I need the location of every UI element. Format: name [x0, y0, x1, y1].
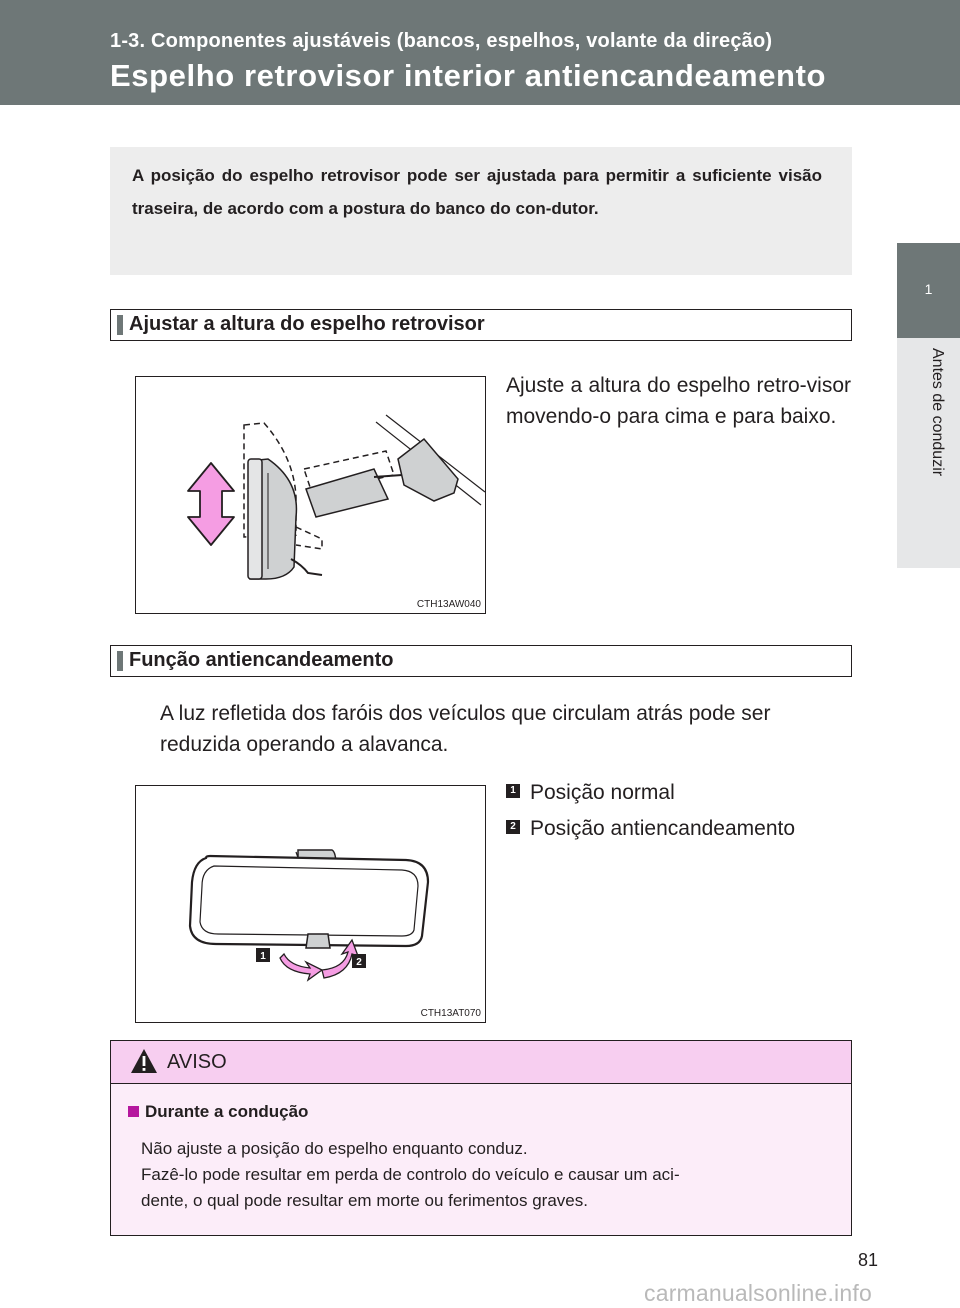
antiglare-mirror-illustration	[136, 786, 485, 1022]
chapter-label: Antes de conduzir	[929, 348, 946, 477]
text-line: A luz refletida dos faróis dos veículos que circulam atrás pode ser	[160, 702, 771, 725]
warning-text	[141, 1136, 831, 1214]
warning-body	[111, 1084, 851, 1235]
warning-header	[111, 1041, 851, 1084]
legend-number: 2	[506, 820, 520, 834]
warning-line: Não ajuste a posição do espelho enquanto conduz.	[141, 1139, 528, 1158]
intro-box	[110, 147, 852, 275]
legend-number: 1	[506, 784, 520, 798]
up-down-arrow-icon	[188, 463, 234, 545]
page-number: 81	[858, 1250, 879, 1270]
warning-line: dente, o qual pode resultar em morte ou ferimentos graves.	[141, 1191, 588, 1210]
chapter-number: 1	[924, 281, 933, 297]
intro-text: A posição do espelho retrovisor pode ser ajustada para permitir a suficiente visão traseira, de acordo com a postura do banco do con-dutor.	[132, 166, 822, 218]
chapter-label-strip	[897, 338, 960, 568]
warning-line: Fazê-lo pode resultar em perda de controlo do veículo e causar um aci-	[141, 1165, 680, 1184]
warning-box	[110, 1040, 852, 1236]
svg-text:1: 1	[260, 951, 266, 962]
mirror-height-illustration	[136, 377, 485, 613]
antiglare-description	[160, 698, 860, 760]
warning-title: AVISO	[167, 1051, 227, 1073]
figure-code: CTH13AW040	[416, 599, 481, 610]
chapter-tab[interactable]	[897, 243, 960, 338]
figure-mirror-height	[135, 376, 486, 614]
section-title: Função antiencandeamento	[129, 649, 394, 671]
bullet-square-icon	[128, 1106, 139, 1117]
legend-item	[506, 817, 795, 841]
section-title: Ajustar a altura do espelho retrovisor	[129, 313, 485, 335]
section-heading-height	[110, 309, 852, 341]
warning-subheading: Durante a condução	[128, 1102, 308, 1122]
legend-item	[506, 781, 675, 805]
figure-code: CTH13AT070	[420, 1008, 481, 1019]
text-line: reduzida operando a alavanca.	[160, 733, 449, 756]
page-header	[0, 0, 960, 105]
section-breadcrumb: 1-3. Componentes ajustáveis (bancos, espelhos, volante da direção)	[110, 30, 773, 52]
height-instructions: Ajuste a altura do espelho retro-visor movendo-o para cima e para baixo.	[506, 374, 851, 428]
figure-antiglare-lever	[135, 785, 486, 1023]
curved-arrow-icon	[280, 954, 322, 980]
legend-label: Posição normal	[530, 781, 675, 804]
watermark: carmanualsonline.info	[644, 1280, 872, 1306]
warning-triangle-icon	[129, 1047, 159, 1075]
page-title: Espelho retrovisor interior antiencandeamento	[110, 58, 827, 93]
svg-text:2: 2	[356, 957, 362, 968]
legend-label: Posição antiencandeamento	[530, 817, 796, 840]
section-heading-antiglare	[110, 645, 852, 677]
